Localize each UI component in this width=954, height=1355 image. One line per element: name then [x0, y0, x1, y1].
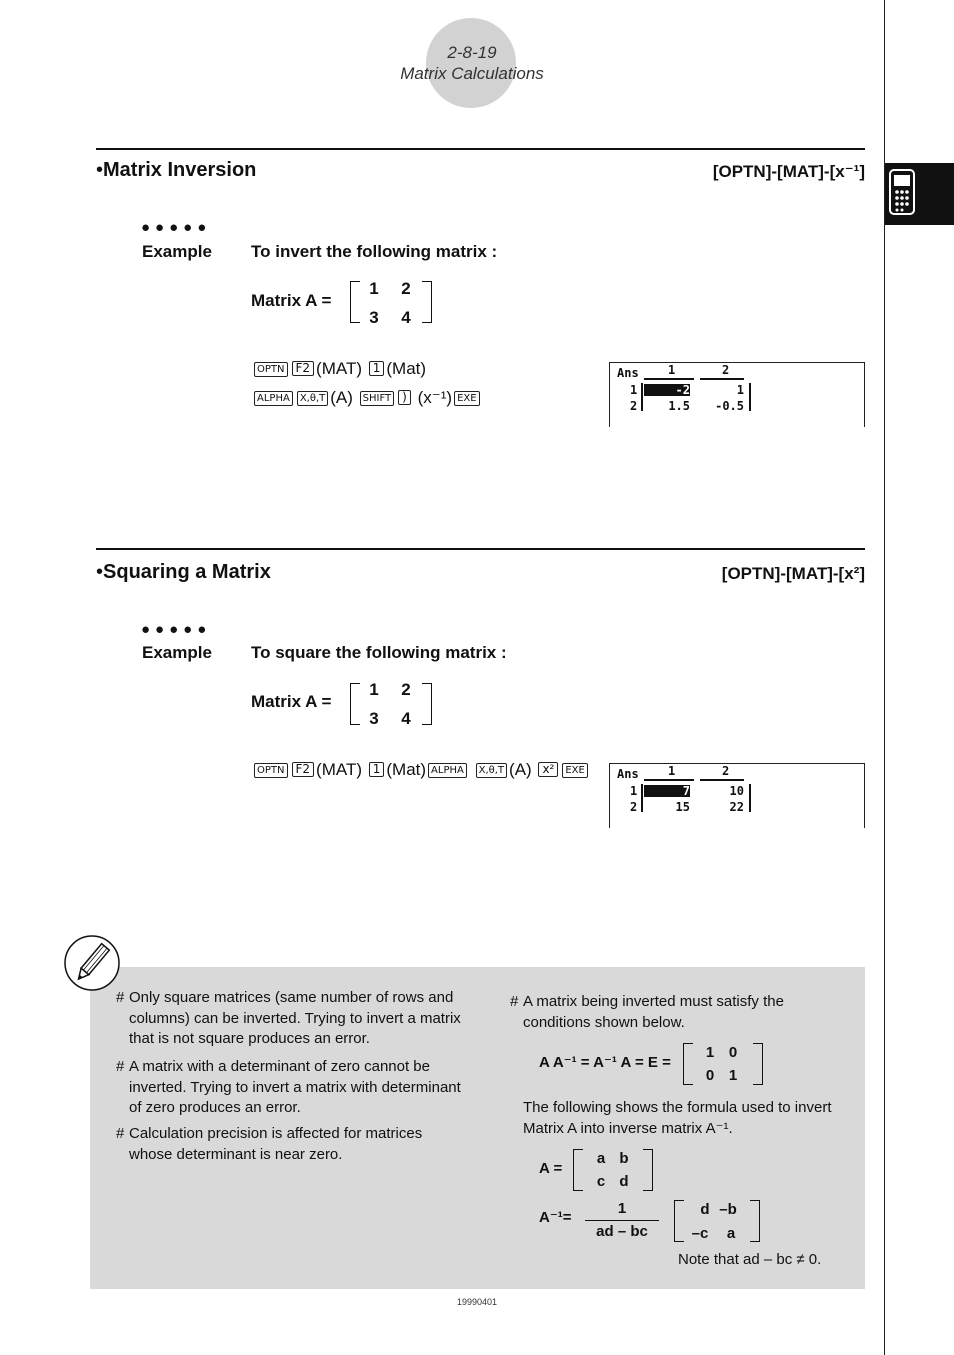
matrix-label: Matrix A =	[251, 692, 332, 711]
matrix-a	[350, 680, 432, 728]
matrix-cell: a	[726, 1225, 736, 1242]
matrix-cell: d	[700, 1201, 710, 1218]
note-item	[116, 1057, 461, 1119]
matrix-bracket-left	[683, 1043, 693, 1085]
f2-key-icon: F2	[292, 361, 315, 376]
matrix-label: Matrix A =	[251, 291, 332, 310]
page-header	[372, 42, 572, 84]
note-item	[116, 988, 461, 1050]
screen-cell: 15	[675, 800, 690, 814]
note-item	[510, 992, 840, 1034]
fraction-bar	[585, 1220, 659, 1221]
note-text: A matrix being inverted must satisfy the conditions shown below.	[523, 993, 784, 1031]
matrix-bracket-left	[573, 1149, 583, 1191]
matrix-bracket-right	[422, 281, 432, 323]
optn-key-icon: OPTN	[254, 362, 288, 377]
x-theta-t-key-icon: X,θ,T	[297, 391, 328, 406]
note-text: Calculation precision is affected for matrices whose determinant is near zero.	[129, 1125, 423, 1163]
section-heading-title: Squaring a Matrix	[103, 561, 271, 583]
screen-cell-selected: 7	[644, 785, 690, 797]
close-paren-key-icon: )	[398, 390, 411, 405]
screen-col-rule	[644, 779, 694, 781]
example-label: Example	[142, 242, 212, 261]
matrix-cell: 2	[401, 279, 411, 298]
matrix-cell: 0	[728, 1044, 738, 1061]
matrix-bracket-right	[753, 1043, 763, 1085]
key-caption: (MAT)	[316, 760, 362, 779]
matrix-cell: –c	[691, 1225, 709, 1242]
key-sequence-line-1	[252, 760, 590, 780]
screen-cell: 1	[736, 383, 744, 397]
matrix-a-label: A =	[539, 1160, 563, 1177]
key-reference: [OPTN]-[MAT]-[x⁻¹]	[712, 162, 865, 181]
screen-col-header: 1	[668, 764, 676, 778]
screen-cell: -0.5	[715, 399, 744, 413]
matrix-cell: d	[619, 1173, 629, 1190]
matrix-cell: 0	[705, 1067, 715, 1084]
matrix-cell: –b	[719, 1201, 737, 1218]
screen-ans: Ans	[617, 767, 639, 781]
x-theta-t-key-icon: X,θ,T	[476, 763, 507, 778]
section-rule	[96, 548, 865, 550]
screen-cell: 22	[729, 800, 744, 814]
adjugate-matrix	[674, 1200, 760, 1242]
calculator-screen	[609, 362, 865, 427]
exe-key-icon: EXE	[454, 391, 480, 406]
matrix-cell: 1	[369, 680, 379, 699]
inverse-label: A⁻¹=	[539, 1209, 572, 1226]
matrix-bracket-left	[350, 683, 360, 725]
screen-row-header: 2	[630, 399, 638, 413]
f2-key-icon: F2	[292, 762, 315, 777]
matrix-cell: b	[619, 1150, 629, 1167]
screen-ans: Ans	[617, 366, 639, 380]
key-caption: (Mat)	[386, 359, 427, 378]
example-instruction: To square the following matrix :	[251, 643, 507, 662]
bullet-icon: •	[96, 561, 104, 583]
screen-matrix-bracket-left	[641, 784, 643, 812]
example-instruction: To invert the following matrix :	[251, 242, 498, 261]
key-reference: [OPTN]-[MAT]-[x²]	[721, 564, 865, 583]
matrix-cell: 3	[369, 709, 379, 728]
optn-key-icon: OPTN	[254, 763, 288, 778]
section-heading	[96, 159, 256, 182]
matrix-cell: 3	[369, 308, 379, 327]
matrix-cell: 2	[401, 680, 411, 699]
screen-row-header: 2	[630, 800, 638, 814]
matrix-bracket-right	[750, 1200, 760, 1242]
key-sequence-line-2	[252, 388, 482, 408]
matrix-cell: 4	[401, 709, 411, 728]
screen-col-rule	[644, 378, 694, 380]
matrix-cell: a	[596, 1150, 606, 1167]
alpha-key-icon: ALPHA	[254, 391, 293, 406]
hash-marker: #	[116, 989, 125, 1006]
hash-marker: #	[116, 1125, 125, 1142]
condition-note: Note that ad – bc ≠ 0.	[678, 1251, 822, 1268]
screen-cell: 1.5	[668, 399, 690, 413]
screen-matrix-bracket-left	[641, 383, 643, 411]
matrix-bracket-right	[422, 683, 432, 725]
formula-description: The following shows the formula used to invert Matrix A into inverse matrix A⁻¹.	[523, 1099, 832, 1137]
section-heading	[96, 561, 271, 584]
screen-col-header: 2	[722, 764, 730, 778]
screen-matrix-bracket-right	[749, 383, 751, 411]
screen-col-header: 1	[668, 363, 676, 377]
x-squared-key-icon: x²	[538, 762, 558, 777]
section-heading-title: Matrix Inversion	[103, 159, 257, 181]
matrix-bracket-right	[643, 1149, 653, 1191]
matrix-a	[350, 279, 432, 327]
section-title: Matrix Calculations	[400, 64, 544, 83]
alpha-key-icon: ALPHA	[428, 763, 467, 778]
screen-col-header: 2	[722, 363, 730, 377]
screen-cell-selected: -2	[644, 384, 690, 396]
pencil-note-icon	[64, 934, 122, 992]
example-label: Example	[142, 643, 212, 662]
matrix-bracket-left	[674, 1200, 684, 1242]
example-dots-icon: ●●●●●	[141, 621, 212, 638]
matrix-bracket-left	[350, 281, 360, 323]
matrix-cell: 1	[369, 279, 379, 298]
matrix-a-general	[573, 1149, 653, 1191]
screen-cell: 10	[729, 784, 744, 798]
example-dots-icon: ●●●●●	[141, 219, 212, 236]
shift-key-icon: SHIFT	[360, 391, 395, 406]
note-item	[116, 1124, 461, 1166]
footer-code: 19990401	[456, 1297, 498, 1307]
section-rule	[96, 148, 865, 150]
key-caption: (A)	[509, 760, 532, 779]
key-sequence-line-1	[252, 359, 426, 379]
screen-row-header: 1	[630, 784, 638, 798]
one-key-icon: 1	[369, 361, 385, 376]
note-text: Only square matrices (same number of rows and columns) can be inverted. Trying to invert a matrix that is not square produces an error.	[129, 989, 461, 1047]
screen-row-header: 1	[630, 383, 638, 397]
key-caption: (MAT)	[316, 359, 362, 378]
matrix-cell: 1	[728, 1067, 738, 1084]
fraction-numerator: 1	[617, 1200, 627, 1217]
exe-key-icon: EXE	[562, 763, 588, 778]
calculator-icon	[889, 169, 915, 215]
identity-matrix	[683, 1043, 763, 1085]
screen-matrix-bracket-right	[749, 784, 751, 812]
screen-col-rule	[700, 779, 744, 781]
key-caption: (A)	[330, 388, 353, 407]
key-caption: (x⁻¹)	[417, 388, 453, 407]
one-key-icon: 1	[369, 762, 385, 777]
matrix-cell: 4	[401, 308, 411, 327]
fraction-denominator: ad – bc	[596, 1223, 648, 1240]
page-number: 2-8-19	[447, 43, 497, 62]
chapter-tab	[885, 163, 954, 225]
key-caption: (Mat)	[386, 760, 427, 779]
hash-marker: #	[510, 993, 519, 1010]
bullet-icon: •	[96, 159, 104, 181]
identity-equation: A A⁻¹ = A⁻¹ A = E =	[539, 1054, 671, 1071]
hash-marker: #	[116, 1058, 125, 1075]
screen-col-rule	[700, 378, 744, 380]
note-text: A matrix with a determinant of zero cannot be inverted. Trying to invert a matrix with determinant of zero produces an error.	[129, 1058, 461, 1116]
matrix-cell: 1	[705, 1044, 715, 1061]
matrix-cell: c	[596, 1173, 606, 1190]
calculator-screen	[609, 763, 865, 828]
